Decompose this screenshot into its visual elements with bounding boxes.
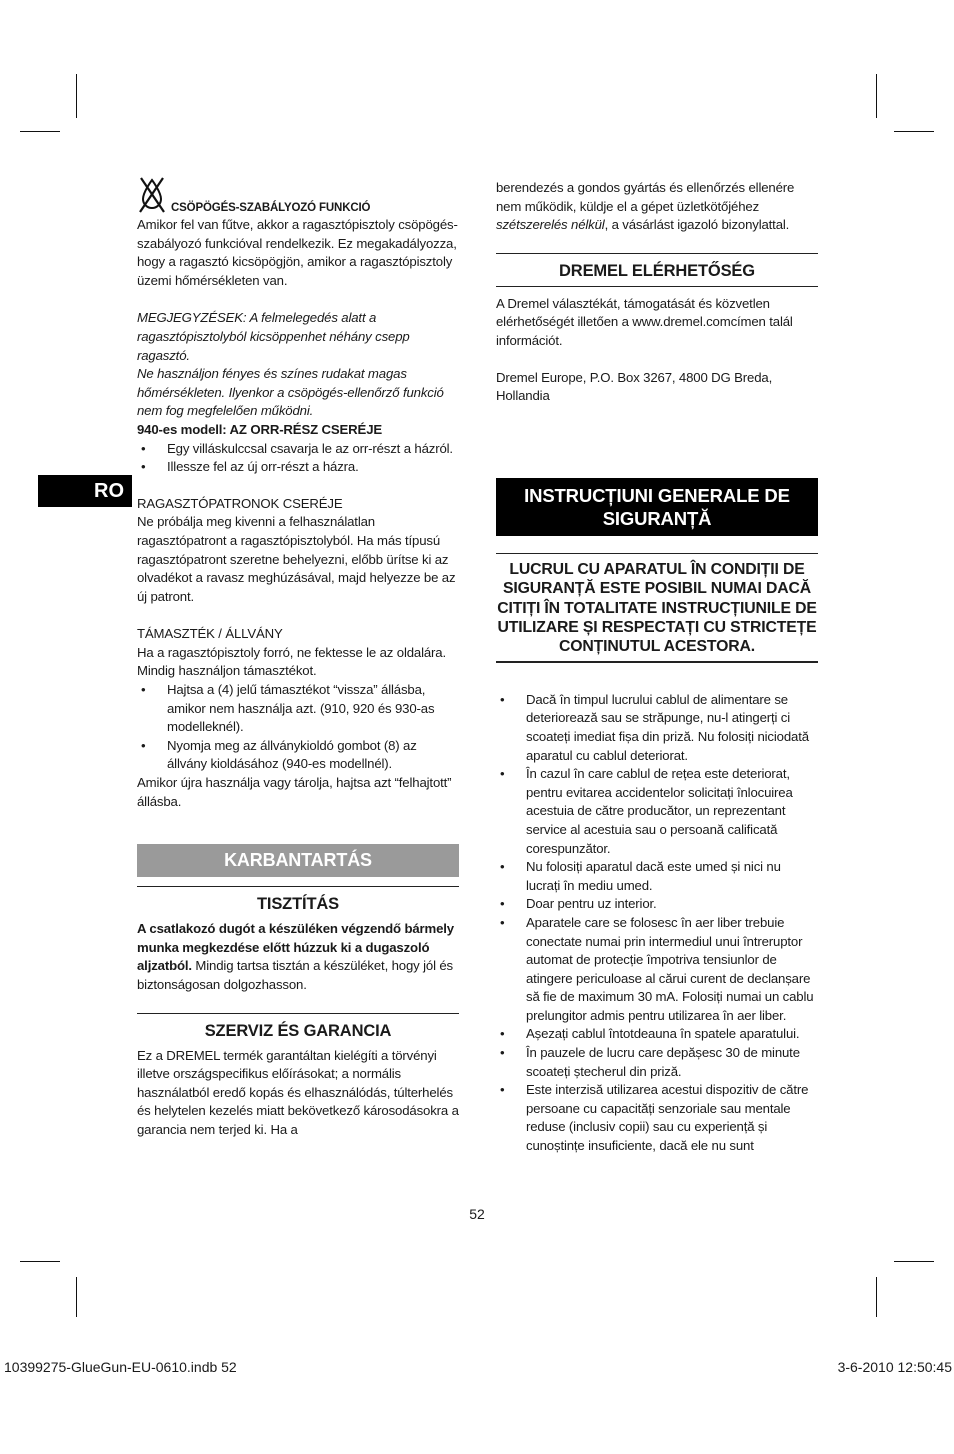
list-item: • Este interzisă utilizarea acestui dispozitiv de către persoane cu capacități senzoriale sau mentale reduse (inclusiv copii) sau cu experiență și cunoștințe insuficiente, dacă ele nu sunt xyxy=(496,1081,818,1155)
crop-mark xyxy=(76,1277,77,1317)
crop-mark xyxy=(76,74,77,118)
no-drip-icon xyxy=(137,172,167,216)
cartridge-text: Ne próbálja meg kivenni a felhasználatlan ragasztópatront a ragasztópisztolyból. Ha más típusú ragasztópatront szeretne behelyezni, előbb ürítse ki az olvadékot a ravasz meghúzásával, majd helyezze be az új patront. xyxy=(137,514,456,604)
nozzle-list xyxy=(137,440,459,477)
footer-date: 3-6-2010 12:50:45 xyxy=(837,1359,952,1375)
address: Dremel Europe, P.O. Box 3267, 4800 DG Breda, Hollandia xyxy=(496,369,773,404)
drip-heading-row xyxy=(137,174,459,216)
right-column xyxy=(496,179,818,1156)
left-column xyxy=(137,174,459,1140)
service-cont-text: berendezés a gondos gyártás és ellenőrzés ellenére nem működik, küldje el a gépet üzletkötőjéhez xyxy=(496,180,795,214)
availability-text: A Dremel választékát, támogatását és közvetlen elérhetőségét illetően a www.dremel.comcímen talál információt. xyxy=(496,295,793,348)
stand-list xyxy=(137,681,459,774)
nozzle-heading: 940-es modell: AZ ORR-RÉSZ CSERÉJE xyxy=(137,421,383,437)
availability-heading: DREMEL ELÉRHETŐSÉG xyxy=(496,253,818,287)
service-cont-italic: szétszerelés nélkül xyxy=(496,217,605,233)
stand-text: Ha a ragasztópisztoly forró, ne fektesse le az oldalára. Mindig használjon támasztékot. xyxy=(137,644,446,679)
safety-list xyxy=(496,691,818,1156)
service-continued xyxy=(496,179,818,235)
cleaning-paragraph xyxy=(137,920,459,994)
service-heading: SZERVIZ ÉS GARANCIA xyxy=(137,1013,459,1041)
drip-text: Amikor fel van fűtve, akkor a ragasztópisztoly csöpögés-szabályozó funkcióval rendelkezik. Ez megakadályozza, hogy a ragasztó kicsöpögjön, amikor a ragasztópisztoly üzemi hőmérsékleten van. xyxy=(137,217,458,288)
stand-after: Amikor újra használja vagy tárolja, hajtsa azt “felhajtott” állásba. xyxy=(137,775,452,809)
safety-band: INSTRUCȚIUNI GENERALE DE SIGURANȚĂ xyxy=(496,478,818,536)
cleaning-heading: TISZTÍTÁS xyxy=(137,886,459,914)
footer-file-name: 10399275-GlueGun-EU-0610.indb 52 xyxy=(4,1359,237,1375)
list-item: • Egy villáskulccsal csavarja le az orr-részt a házról. xyxy=(137,440,459,459)
crop-mark xyxy=(20,131,60,132)
crop-mark xyxy=(876,1277,877,1317)
stand-heading: TÁMASZTÉK / ÁLLVÁNY xyxy=(137,626,283,642)
maintenance-band: KARBANTARTÁS xyxy=(137,844,459,877)
list-item: • Aparatele care se folosesc în aer liber trebuie conectate numai prin intermediul unui întreruptor automat de protecție împotriva tensiunlor de atingere periculoase al cărui curent de declanșare să fie de maximum 30 mA. Folosiți numai un cablu prelungitor admis pentru utilizarea în aer liber. xyxy=(496,914,818,1026)
safety-warning: LUCRUL CU APARATUL ÎN CONDIȚII DE SIGURANȚĂ ESTE POSIBIL NUMAI DACĂ CITIȚI ÎN TOTALITATE INSTRUCȚIUNILE DE UTILIZARE ȘI RESPECTAȚI CU STRICTEȚE CONȚINUTUL ACESTORA. xyxy=(496,553,818,663)
cleaning-bold: A csatlakozó dugót a készüléken végzendő bármely munka megkezdése előtt húzzuk ki a dugaszoló aljzatból. xyxy=(137,921,454,974)
crop-mark xyxy=(894,1261,934,1262)
list-item: • Așezați cablul întotdeauna în spatele aparatului. xyxy=(496,1025,818,1044)
service-cont-end: , a vásárlást igazoló bizonylattal. xyxy=(604,217,790,233)
service-text: Ez a DREMEL termék garantáltan kielégíti a törvényi illetve országspecifikus előírásokat; a normális használatból eredő kopás és elhasználódás, túlterhelés és helytelen kezelés miatt bekövetkező károsodásokra a garancia nem terjed ki. Ha a xyxy=(137,1047,459,1137)
cleaning-text: Mindig tartsa tisztán a készüléket, hogy jól és biztonságosan dolgozhasson. xyxy=(137,958,453,992)
language-tab: RO xyxy=(38,475,132,507)
crop-mark xyxy=(20,1261,60,1262)
page-number: 52 xyxy=(469,1206,485,1222)
list-item: • Nu folosiți aparatul dacă este umed și nici nu lucrați în mediu umed. xyxy=(496,858,818,895)
list-item: • Illessze fel az új orr-részt a házra. xyxy=(137,458,459,477)
list-item: • Dacă în timpul lucrului cablul de alimentare se deteriorează sau se străpunge, nu-l atingerți ci scoateți imediat fișa din priză. Nu folosiți niciodată aparatul cu cablul deteriorat. xyxy=(496,691,818,765)
list-item: • Nyomja meg az állványkioldó gombot (8) az állvány kioldásához (940-es modellnél). xyxy=(137,737,459,774)
note-2: Ne használjon fényes és színes rudakat magas hőmérsékleten. Ilyenkor a csöpögés-ellenőrző funkció nem fog megfelelően működni. xyxy=(137,366,444,419)
list-item: • Doar pentru uz interior. xyxy=(496,895,818,914)
list-item: • Hajtsa a (4) jelű támasztékot “vissza” állásba, amikor nem használja azt. (910, 920 és 930-as modelleknél). xyxy=(137,681,459,737)
drip-heading: CSÖPÖGÉS-SZABÁLYOZÓ FUNKCIÓ xyxy=(171,202,371,214)
list-item: • În pauzele de lucru care depășesc 30 de minute scoateți ștecherul din priză. xyxy=(496,1044,818,1081)
crop-mark xyxy=(876,74,877,118)
note-1: MEGJEGYZÉSEK: A felmelegedés alatt a ragasztópisztolyból kicsöppenhet néhány csepp ragasztó. xyxy=(137,310,410,363)
cartridge-heading: RAGASZTÓPATRONOK CSERÉJE xyxy=(137,495,343,511)
list-item: • În cazul în care cablul de rețea este deteriorat, pentru evitarea accidentelor solicitați înlocuirea acestuia de către producător, un reprezentant service al acestuia sau o persoană calificată corespunzător. xyxy=(496,765,818,858)
crop-mark xyxy=(894,131,934,132)
